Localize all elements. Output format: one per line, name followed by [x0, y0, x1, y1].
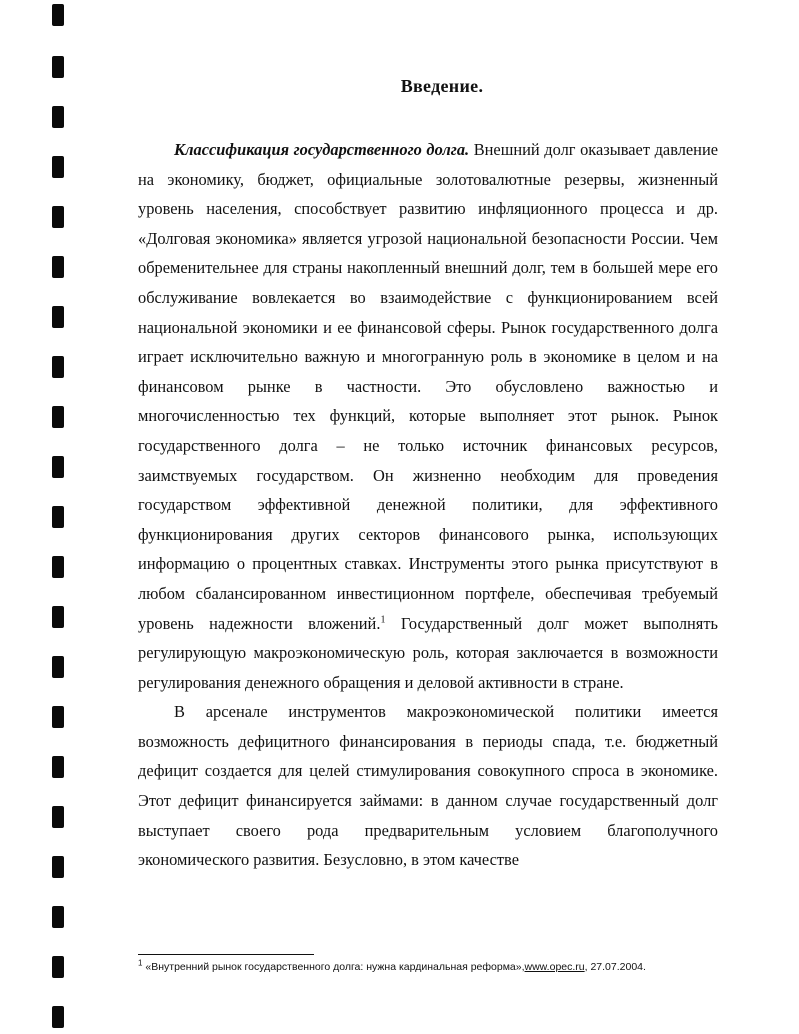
binding-mark: [52, 856, 64, 878]
binding-mark: [52, 906, 64, 928]
binding-marks: [52, 0, 66, 1034]
binding-mark: [52, 706, 64, 728]
page-title: Введение.: [400, 76, 484, 96]
footnote-date: , 27.07.2004.: [584, 961, 646, 973]
footnote-divider: [138, 954, 314, 955]
binding-mark: [52, 606, 64, 628]
binding-mark: [52, 756, 64, 778]
binding-mark: [52, 506, 64, 528]
binding-mark: [52, 356, 64, 378]
binding-mark: [52, 4, 64, 26]
footnote-text: «Внутренний рынок государственного долга: нужна кардинальная реформа»,: [142, 961, 525, 973]
footnote-reference[interactable]: 1: [380, 614, 386, 626]
binding-mark: [52, 106, 64, 128]
binding-mark: [52, 256, 64, 278]
binding-mark: [52, 806, 64, 828]
binding-mark: [52, 456, 64, 478]
binding-mark: [52, 156, 64, 178]
paragraph: В арсенале инструментов макроэкономической политики имеется возможность дефицитного финансирования в периоды спада, т.е. бюджетный дефицит создается для целей стимулирования совокупного спроса в экономике. Этот дефицит финансируется займами: в данном случае государственный долг выступает своего рода предварительным условием благополучного экономического развития. Безусловно, в этом качестве: [138, 702, 718, 870]
binding-mark: [52, 406, 64, 428]
binding-mark: [52, 1006, 64, 1028]
binding-mark: [52, 556, 64, 578]
section-lead: Классификация государственного долга.: [174, 140, 470, 159]
paragraph-text: Государственный долг может выполнять регулирующую макроэкономическую роль, которая заключается в возможности регулирования денежного обращения и деловой активности в стране.: [138, 613, 718, 692]
footnote: [138, 960, 738, 974]
paragraph: [138, 135, 718, 697]
binding-mark: [52, 656, 64, 678]
paragraph-text: Внешний долг оказывает давление на экономику, бюджет, официальные золотовалютные резервы, жизненный уровень населения, способствует развитию инфляционного процесса и др. «Долговая экономика» является угрозой национальной безопасности России. Чем обременительнее для страны накопленный внешний долг, тем в большей мере его обслуживание вовлекается во взаимодействие с функционированием всей национальной экономики и ее финансовой сферы. Рынок государственного долга играет исключительно важную и многогранную роль в экономике в целом и на финансовом рынке в частности. Это обусловлено важностью и многочисленностью тех функций, которые выполняет этот рынок. Рынок государственного долга – не только источник финансовых ресурсов, заимствуемых государством. Он жизненно необходим для проведения государством эффективной денежной политики, для эффективного функционирования других секторов финансового рынка, использующих информацию о процентных ставках. Инструменты этого рынка присутствуют в любом сбалансированном инвестиционном портфеле, обеспечивая требуемый уровень надежности вложений.: [138, 140, 718, 633]
binding-mark: [52, 956, 64, 978]
binding-mark: [52, 306, 64, 328]
footnote-link[interactable]: www.opec.ru: [524, 961, 585, 973]
body-text: [138, 135, 718, 875]
binding-mark: [52, 206, 64, 228]
binding-mark: [52, 56, 64, 78]
footnote-number: 1: [138, 958, 143, 968]
